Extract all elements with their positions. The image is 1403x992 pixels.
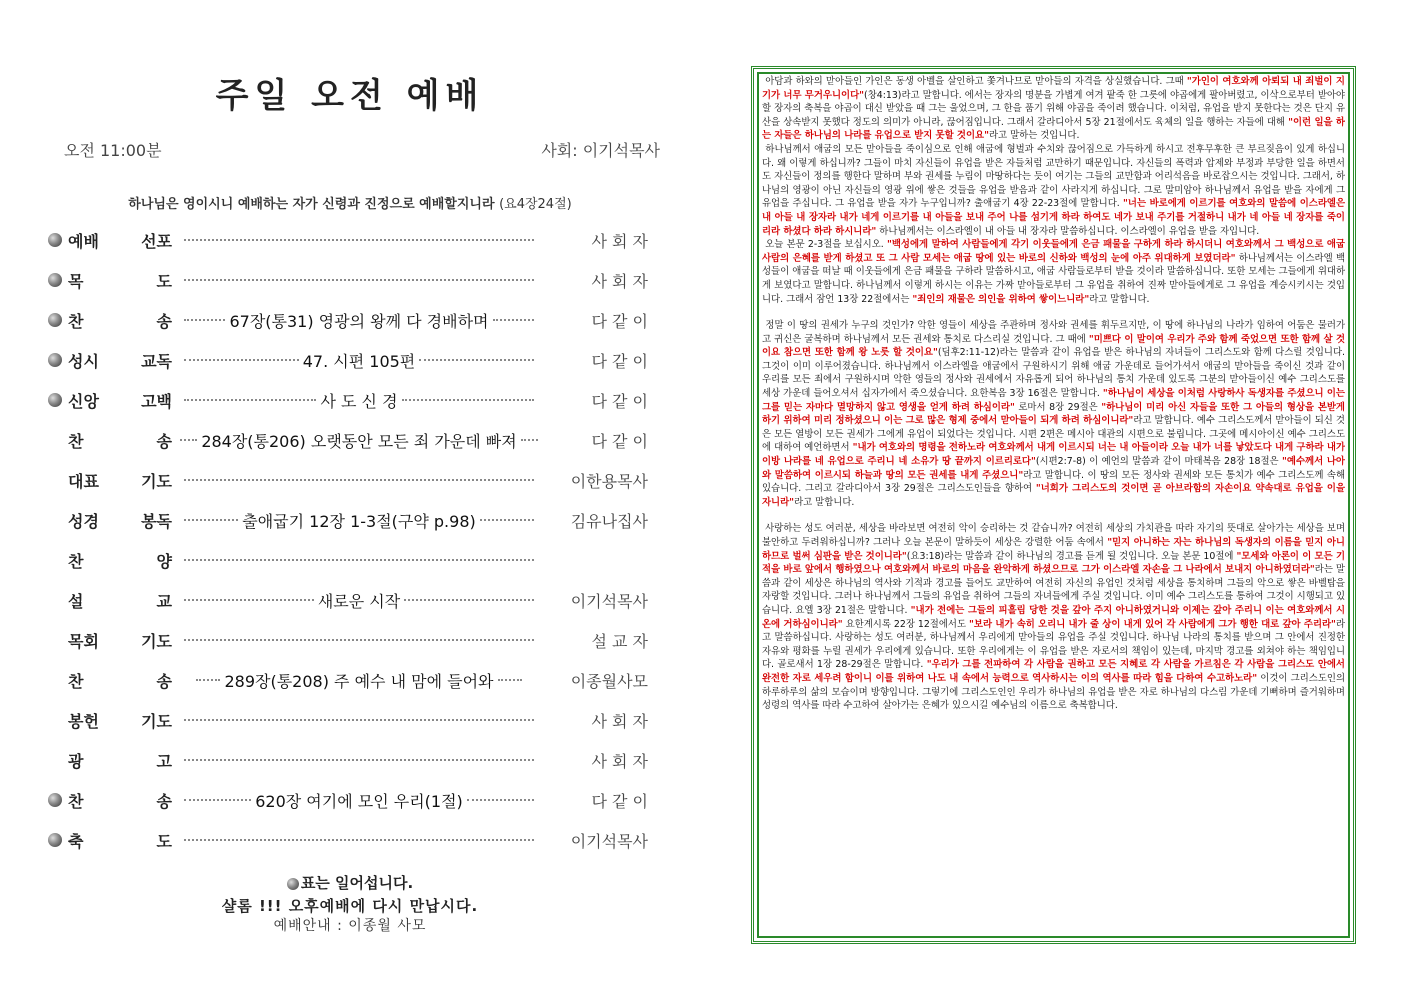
page-title: 주일 오전 예배: [215, 76, 485, 116]
order-person: 다 같 이: [591, 791, 648, 811]
order-item-word: 목회: [68, 631, 99, 651]
order-detail-text: 47. 시편 105편: [302, 351, 416, 371]
order-detail-text: 새로운 시작: [317, 591, 401, 611]
order-item-word: 기도: [141, 471, 172, 491]
leader-dots: [184, 239, 534, 241]
order-item: [68, 669, 180, 692]
sermon-paragraph: 오늘 본문 2-3절을 보십시오. "백성에게 말하여 사람들에게 각기 이웃들에게 은금 패물을 구하게 하라 하시더니 여호와께서 그 백성으로 애굽 사람의 은혜를 받게 하셨고 또 그 사람 모세는 애굽 땅에 있는 바로의 신하와 백성의 눈에 아주 위대하게 보였더라" 하나님께서는 이스라엘 백성들이 애굽을 떠날 때 이웃들에게 은금 패물을 구하라 말씀하시고, 애굽 사람들로부터 받을 것이라 말씀하십니다. 또한 모세는 그들에게 위대하게 보였다고 말합니다. 하나님께서 이렇게 하시는 이유는 가짜 맏아들로부터 그 유업을 취하여 진짜 맏아들에게로 그 유업을 계승시키시는 것입니다. 그래서 잠언 13장 22절에서는 "죄인의 재물은 의인을 위하여 쌓이느니라"라고 말합니다.: [762, 239, 1345, 305]
order-detail: [180, 559, 538, 561]
order-person: 사 회 자: [591, 271, 648, 291]
order-item: [68, 229, 180, 252]
order-item: [68, 389, 180, 412]
order-item-word: 목: [68, 271, 84, 291]
leader-dots: [184, 319, 225, 321]
order-item: [68, 829, 180, 852]
order-item-word: 축: [68, 831, 84, 851]
order-detail: [180, 389, 538, 412]
order-item: [68, 629, 180, 652]
order-detail: [180, 309, 538, 332]
leader-dots: [184, 559, 534, 561]
standing-bullet-icon: [287, 878, 299, 890]
order-detail-text: 출애굽기 12장 1-3절(구약 p.98): [242, 511, 476, 531]
standing-bullet-icon: [48, 353, 62, 367]
order-row: [40, 300, 680, 340]
order-detail: [180, 669, 538, 692]
leader-dots: [480, 519, 534, 521]
leader-dots: [521, 439, 538, 441]
order-detail: [180, 429, 538, 452]
order-item-word: 봉헌: [68, 711, 99, 731]
order-item-word: 대표: [68, 471, 99, 491]
order-item: [68, 549, 180, 572]
order-detail: [180, 349, 538, 372]
leader-dots: [184, 599, 314, 601]
order-item-word: 도: [156, 831, 172, 851]
order-item-word: 선포: [141, 231, 172, 251]
order-person: 다 같 이: [591, 431, 648, 451]
sermon-panel: [751, 66, 1356, 944]
order-item-word: 송: [156, 671, 172, 691]
order-item: [68, 429, 180, 452]
order-item: [68, 709, 180, 732]
theme-verse: [40, 193, 660, 212]
order-item: [68, 509, 180, 532]
leader-dots: [419, 359, 534, 361]
order-detail: [180, 589, 538, 612]
order-detail-text: 289장(통208) 주 예수 내 맘에 들어와: [224, 671, 494, 691]
order-item: [68, 349, 180, 372]
footer-standing-note: [40, 872, 660, 893]
order-person: 사 회 자: [591, 231, 648, 251]
footer-greeting: 샬롬 !!! 오후예배에 다시 만납시다.: [221, 897, 479, 915]
order-item-word: 봉독: [141, 511, 172, 531]
order-item-word: 찬: [68, 671, 84, 691]
leader-dots: [493, 319, 534, 321]
leader-dots: [184, 279, 534, 281]
order-item-word: 찬: [68, 311, 84, 331]
sermon-paragraph: 아담과 하와의 맏아들인 가인은 동생 아벨을 살인하고 쫓겨나므로 맏아들의 자격을 상실했습니다. 그때 "가인이 여호와께 아뢰되 내 죄벌이 지기가 너무 무거우니이다"(창4:13)라고 말합니다. 에서는 장자의 명분을 가볍게 여겨 팥죽 한 그릇에 야곱에게 팔아버렸고, 이삭으로부터 받아야 할 장자의 축복을 야곱이 대신 받았을 때 그는 울었으며, 그 한을 품기 위해 야곱을 죽이려 했습니다. 이처럼, 유업을 받지 못한다는 것은 단지 유산을 상속받지 못했다 정도의 의미가 아니라, 끊어짐입니다. 그래서 갈라디아서 5장 21절에서도 육체의 일을 행하는 자들에 대해 "이런 일을 하는 자들은 하나님의 나라를 유업으로 받지 못할 것이요"라고 말하는 것입니다.: [762, 76, 1345, 142]
order-item-word: 신앙: [68, 391, 99, 411]
order-item: [68, 269, 180, 292]
standing-bullet-icon: [48, 833, 62, 847]
service-host: 사회: 이기석목사: [541, 141, 660, 160]
order-person: 이한용목사: [570, 471, 648, 491]
order-row: [40, 580, 680, 620]
order-person: 사 회 자: [591, 751, 648, 771]
leader-dots: [184, 399, 316, 401]
standing-bullet-icon: [48, 313, 62, 327]
order-row: [40, 220, 680, 260]
order-person: 다 같 이: [591, 391, 648, 411]
order-detail: [180, 639, 538, 641]
order-item-word: 찬: [68, 431, 84, 451]
leader-dots: [184, 839, 534, 841]
order-row: [40, 740, 680, 780]
order-row: [40, 460, 680, 500]
order-detail-text: 67장(통31) 영광의 왕께 다 경배하며: [229, 311, 489, 331]
order-detail: [180, 479, 538, 481]
order-item: [68, 749, 180, 772]
standing-bullet-icon: [48, 793, 62, 807]
order-item-word: 송: [156, 311, 172, 331]
order-item-word: 양: [156, 551, 172, 571]
order-row: [40, 820, 680, 860]
sermon-paragraph: 정말 이 땅의 권세가 누구의 것인가? 악한 영들이 세상을 주관하며 정사와 권세를 휘두르지만, 이 땅에 하나님의 나라가 임하여 어둠은 물러가고 귀신은 굴복하며 하나님께서 모든 권세와 통치로 다스리실 것입니다. 그 때에 "미쁘다 이 말이여 우리가 주와 함께 죽었으면 또한 함께 살 것이요 참으면 또한 함께 왕 노릇 할 것이요"(딤후2:11-12)라는 말씀과 같이 유업을 받은 하나님의 자녀들이 그리스도와 함께 다스릴 것입니다. 그것이 이미 이루어졌습니다. 하나님께서 이스라엘을 애굽에서 구원하시기 위해 애굽 가운데로 들어가셔서 애굽의 맏아들을 죽이신 것과 같이 우리를 모든 죄에서 구원하시며 악한 영들의 정사와 권세에서 자유롭게 되어 하나님의 통치 가운데 있도록 그분의 맏아들이신 예수 그리스도를 세상 가운데 들어오셔서 십자가에서 죽으셨습니다. 요한복음 3장 16절은 말합니다. "하나님이 세상을 이처럼 사랑하사 독생자를 주셨으니 이는 그를 믿는 자마다 멸망하지 않고 영생을 얻게 하려 하심이라" 로마서 8장 29절은 "하나님이 미리 아신 자들을 또한 그 아들의 형상을 본받게 하기 위하여 미리 정하셨으니 이는 그로 많은 형제 중에서 맏아들이 되게 하려 하심이니라"라고 말합니다. 예수 그리스도께서 맏아들이 되신 것은 모든 열방이 모든 권세가 그에게 유업이 되었다는 것입니다. 시편 2편은 메시아 대관의 시편으로 불립니다. 그곳에 메시아이신 예수 그리스도에 대하여 예언하면서 "내가 여호와의 명령을 전하노라 여호와께서 내게 이르시되 너는 내 아들이라 오늘 내가 너를 낳았도다 내게 구하라 내가 이방 나라를 네 유업으로 주리니 네 소유가 땅 끝까지 이르리로다"(시편2:7-8) 이 예언의 말씀과 같이 마태복음 28장 18절은 "예수께서 나아와 말씀하여 이르시되 하늘과 땅의 모든 권세를 내게 주셨으니"라고 말합니다. 이 땅의 모든 정사와 권세와 모든 통치가 예수 그리스도께 속해 있습니다. 그리고 갈라디아서 3장 29절은 그리스도인들을 향하여 "너희가 그리스도의 것이면 곧 아브라함의 자손이요 약속대로 유업을 이을 자니라"라고 말합니다.: [762, 320, 1345, 508]
order-item-word: 광: [68, 751, 84, 771]
order-row: [40, 420, 680, 460]
order-person: 이종월사모: [570, 671, 648, 691]
leader-dots: [180, 439, 197, 441]
order-person: 김유나집사: [570, 511, 648, 531]
order-person: 사 회 자: [591, 711, 648, 731]
leader-dots: [184, 719, 534, 721]
order-item-word: 고: [156, 751, 172, 771]
sermon-text: [762, 75, 1345, 935]
order-item: [68, 469, 180, 492]
order-item-word: 기도: [141, 631, 172, 651]
order-row: [40, 340, 680, 380]
theme-verse-ref: (요4장24절): [499, 197, 572, 212]
order-person: 다 같 이: [591, 351, 648, 371]
worship-order-panel: [40, 60, 680, 960]
order-person: 이기석목사: [570, 831, 648, 851]
order-item-word: 교: [156, 591, 172, 611]
order-item: [68, 309, 180, 332]
order-detail-text: 사 도 신 경: [320, 391, 398, 411]
leader-dots: [404, 599, 534, 601]
order-item-word: 찬: [68, 791, 84, 811]
service-time: 오전 11:00분: [64, 141, 162, 160]
order-item-word: 기도: [141, 711, 172, 731]
theme-verse-text: 하나님은 영이시니 예배하는 자가 신령과 진정으로 예배할지니라: [128, 197, 495, 212]
order-row: [40, 500, 680, 540]
order-item: [68, 789, 180, 812]
leader-dots: [184, 639, 534, 641]
order-item-word: 설: [68, 591, 84, 611]
order-person: 이기석목사: [570, 591, 648, 611]
order-item-word: 교독: [141, 351, 172, 371]
order-detail: [180, 719, 538, 721]
sermon-paragraph: 하나님께서 애굽의 모든 맏아들을 죽이심으로 인해 애굽에 형벌과 수치와 끊어짐으로 가득하게 하시고 전후무후한 큰 부르짖음이 있게 하십니다. 왜 이렇게 하십니까? 그들이 마치 자신들이 유업을 받은 자들처럼 교만하기 때문입니다. 자신들의 폭력과 압제와 부정과 부당한 일을 하면서도 자신들이 정의를 행한다 말하며 부와 권세를 누림이 마땅하다는 듯이 여기는 그들의 교만함과 어리석음을 바로잡으시는 것입니다. 그래서, 하나님의 영광이 아닌 자신들의 영광 위에 쌓은 것들을 유업을 받음과 같이 사라지게 하십니다. 그로 말미암아 하나님께서 유업을 받을 자에게 그 유업을 주십니다. 그 유업을 받을 자가 누구입니까? 출애굽기 4장 22-23절에 말합니다. "너는 바로에게 이르기를 여호와의 말씀에 이스라엘은 내 아들 내 장자라 내가 네게 이르기를 내 아들을 보내 주어 나를 섬기게 하라 하여도 네가 보내 주기를 거절하니 내가 네 아들 네 장자를 죽이리라 하셨다 하라 하시니라" 하나님께서는 이스라엘이 내 아들 내 장자라 말씀하십니다. 이스라엘이 유업을 받을 자입니다.: [762, 143, 1345, 237]
leader-dots: [402, 399, 534, 401]
order-row: [40, 700, 680, 740]
order-item-word: 도: [156, 271, 172, 291]
standing-bullet-icon: [48, 393, 62, 407]
order-person: 설 교 자: [591, 631, 648, 651]
order-row: [40, 660, 680, 700]
leader-dots: [184, 359, 299, 361]
order-row: [40, 780, 680, 820]
leader-dots: [196, 679, 220, 681]
order-item-word: 예배: [68, 231, 99, 251]
order-item-word: 찬: [68, 551, 84, 571]
order-row: [40, 620, 680, 660]
order-person: 다 같 이: [591, 311, 648, 331]
leader-dots: [184, 519, 238, 521]
leader-dots: [498, 679, 522, 681]
order-detail-text: 620장 여기에 모인 우리(1절): [255, 791, 463, 811]
order-detail: [180, 279, 538, 281]
order-detail: [180, 839, 538, 841]
standing-bullet-icon: [48, 233, 62, 247]
order-item-word: 고백: [141, 391, 172, 411]
order-detail: [180, 789, 538, 812]
order-detail: [180, 509, 538, 532]
order-row: [40, 260, 680, 300]
order-row: [40, 540, 680, 580]
order-row: [40, 380, 680, 420]
leader-dots: [184, 479, 534, 481]
order-detail: [180, 759, 538, 761]
sermon-paragraph: 사랑하는 성도 여러분, 세상을 바라보면 여전히 악이 승리하는 것 같습니까? 여전히 세상의 가치관을 따라 자기의 뜻대로 살아가는 세상을 보며 불안하고 두려워하십니까? 그러나 오늘 본문이 말하듯이 세상은 강렬한 어둠 속에서 "믿지 아니하는 자는 하나님의 독생자의 이름을 믿지 아니하므로 벌써 심판을 받은 것이니라"(요3:18)라는 말씀과 같이 하나님의 경고를 듣게 될 것입니다. 오늘 본문 10절에 "모세와 아론이 이 모든 기적을 바로 앞에서 행하였으나 여호와께서 바로의 마음을 완악하게 하셨으므로 그가 이스라엘 자손을 그 나라에서 보내지 아니하였더라"라는 말씀과 같이 세상은 하나님의 역사와 기적과 경고를 들어도 교만하여 여전히 자신의 유업인 것처럼 세상을 통치하며 그들의 악으로 쌓은 바벨탑을 자랑할 것입니다. 그러나 하나님께서 그들의 유업을 취하여 그들의 자녀들에게 주실 것입니다. 이미 예수 그리스도를 통하여 그것이 시행되고 있습니다. 요엘 3장 21절은 말합니다. "내가 전에는 그들의 피흘림 당한 것을 갚아 주지 아니하였거니와 이제는 갚아 주리니 이는 여호와께서 시온에 거하심이니라" 요한계시록 22장 12절에서도 "보라 내가 속히 오리니 내가 줄 상이 내게 있어 각 사람에게 그가 행한 대로 갚아 주리라"라고 말씀하십니다. 사랑하는 성도 여러분, 하나님께서 우리에게 맏아들의 유업을 주실 것입니다. 하나님 나라의 통치를 받으며 그 안에서 진정한 자유와 평화를 누릴 권세가 우리에게 있습니다. 또한 우리에게는 이 유업을 받은 자로서의 책임이 있는데, 마지막 경고를 외쳐야 하는 책임입니다. 골로새서 1장 28-29절은 말합니다. "우리가 그를 전파하여 각 사람을 권하고 모든 지혜로 각 사람을 가르침은 각 사람을 그리스도 안에서 완전한 자로 세우려 함이니 이를 위하여 나도 내 속에서 능력으로 역사하시는 이의 역사를 따라 힘을 다하여 수고하노라" 이것이 그리스도인의 하루하루의 삶의 모습이며 방향입니다. 그렇기에 그리스도인인 우리가 하나님의 유업을 받은 자로 하나님의 다스림 가운데 기뻐하며 즐거워하며 성령의 역사를 따라 수고하여 살아가는 은혜가 있으시길 예수님의 이름으로 축복합니다.: [762, 523, 1345, 712]
footer-standing-text: 표는 일어섭니다.: [300, 874, 414, 892]
order-item-word: 성경: [68, 511, 99, 531]
order-item-word: 송: [156, 431, 172, 451]
order-item: [68, 589, 180, 612]
order-item-word: 성시: [68, 351, 99, 371]
standing-bullet-icon: [48, 273, 62, 287]
leader-dots: [184, 759, 534, 761]
order-detail-text: 284장(통206) 오랫동안 모든 죄 가운데 빠져: [201, 431, 517, 451]
leader-dots: [467, 799, 534, 801]
footer-guide: 예배안내 : 이종월 사모: [273, 918, 427, 934]
order-item-word: 송: [156, 791, 172, 811]
leader-dots: [184, 799, 251, 801]
order-detail: [180, 239, 538, 241]
